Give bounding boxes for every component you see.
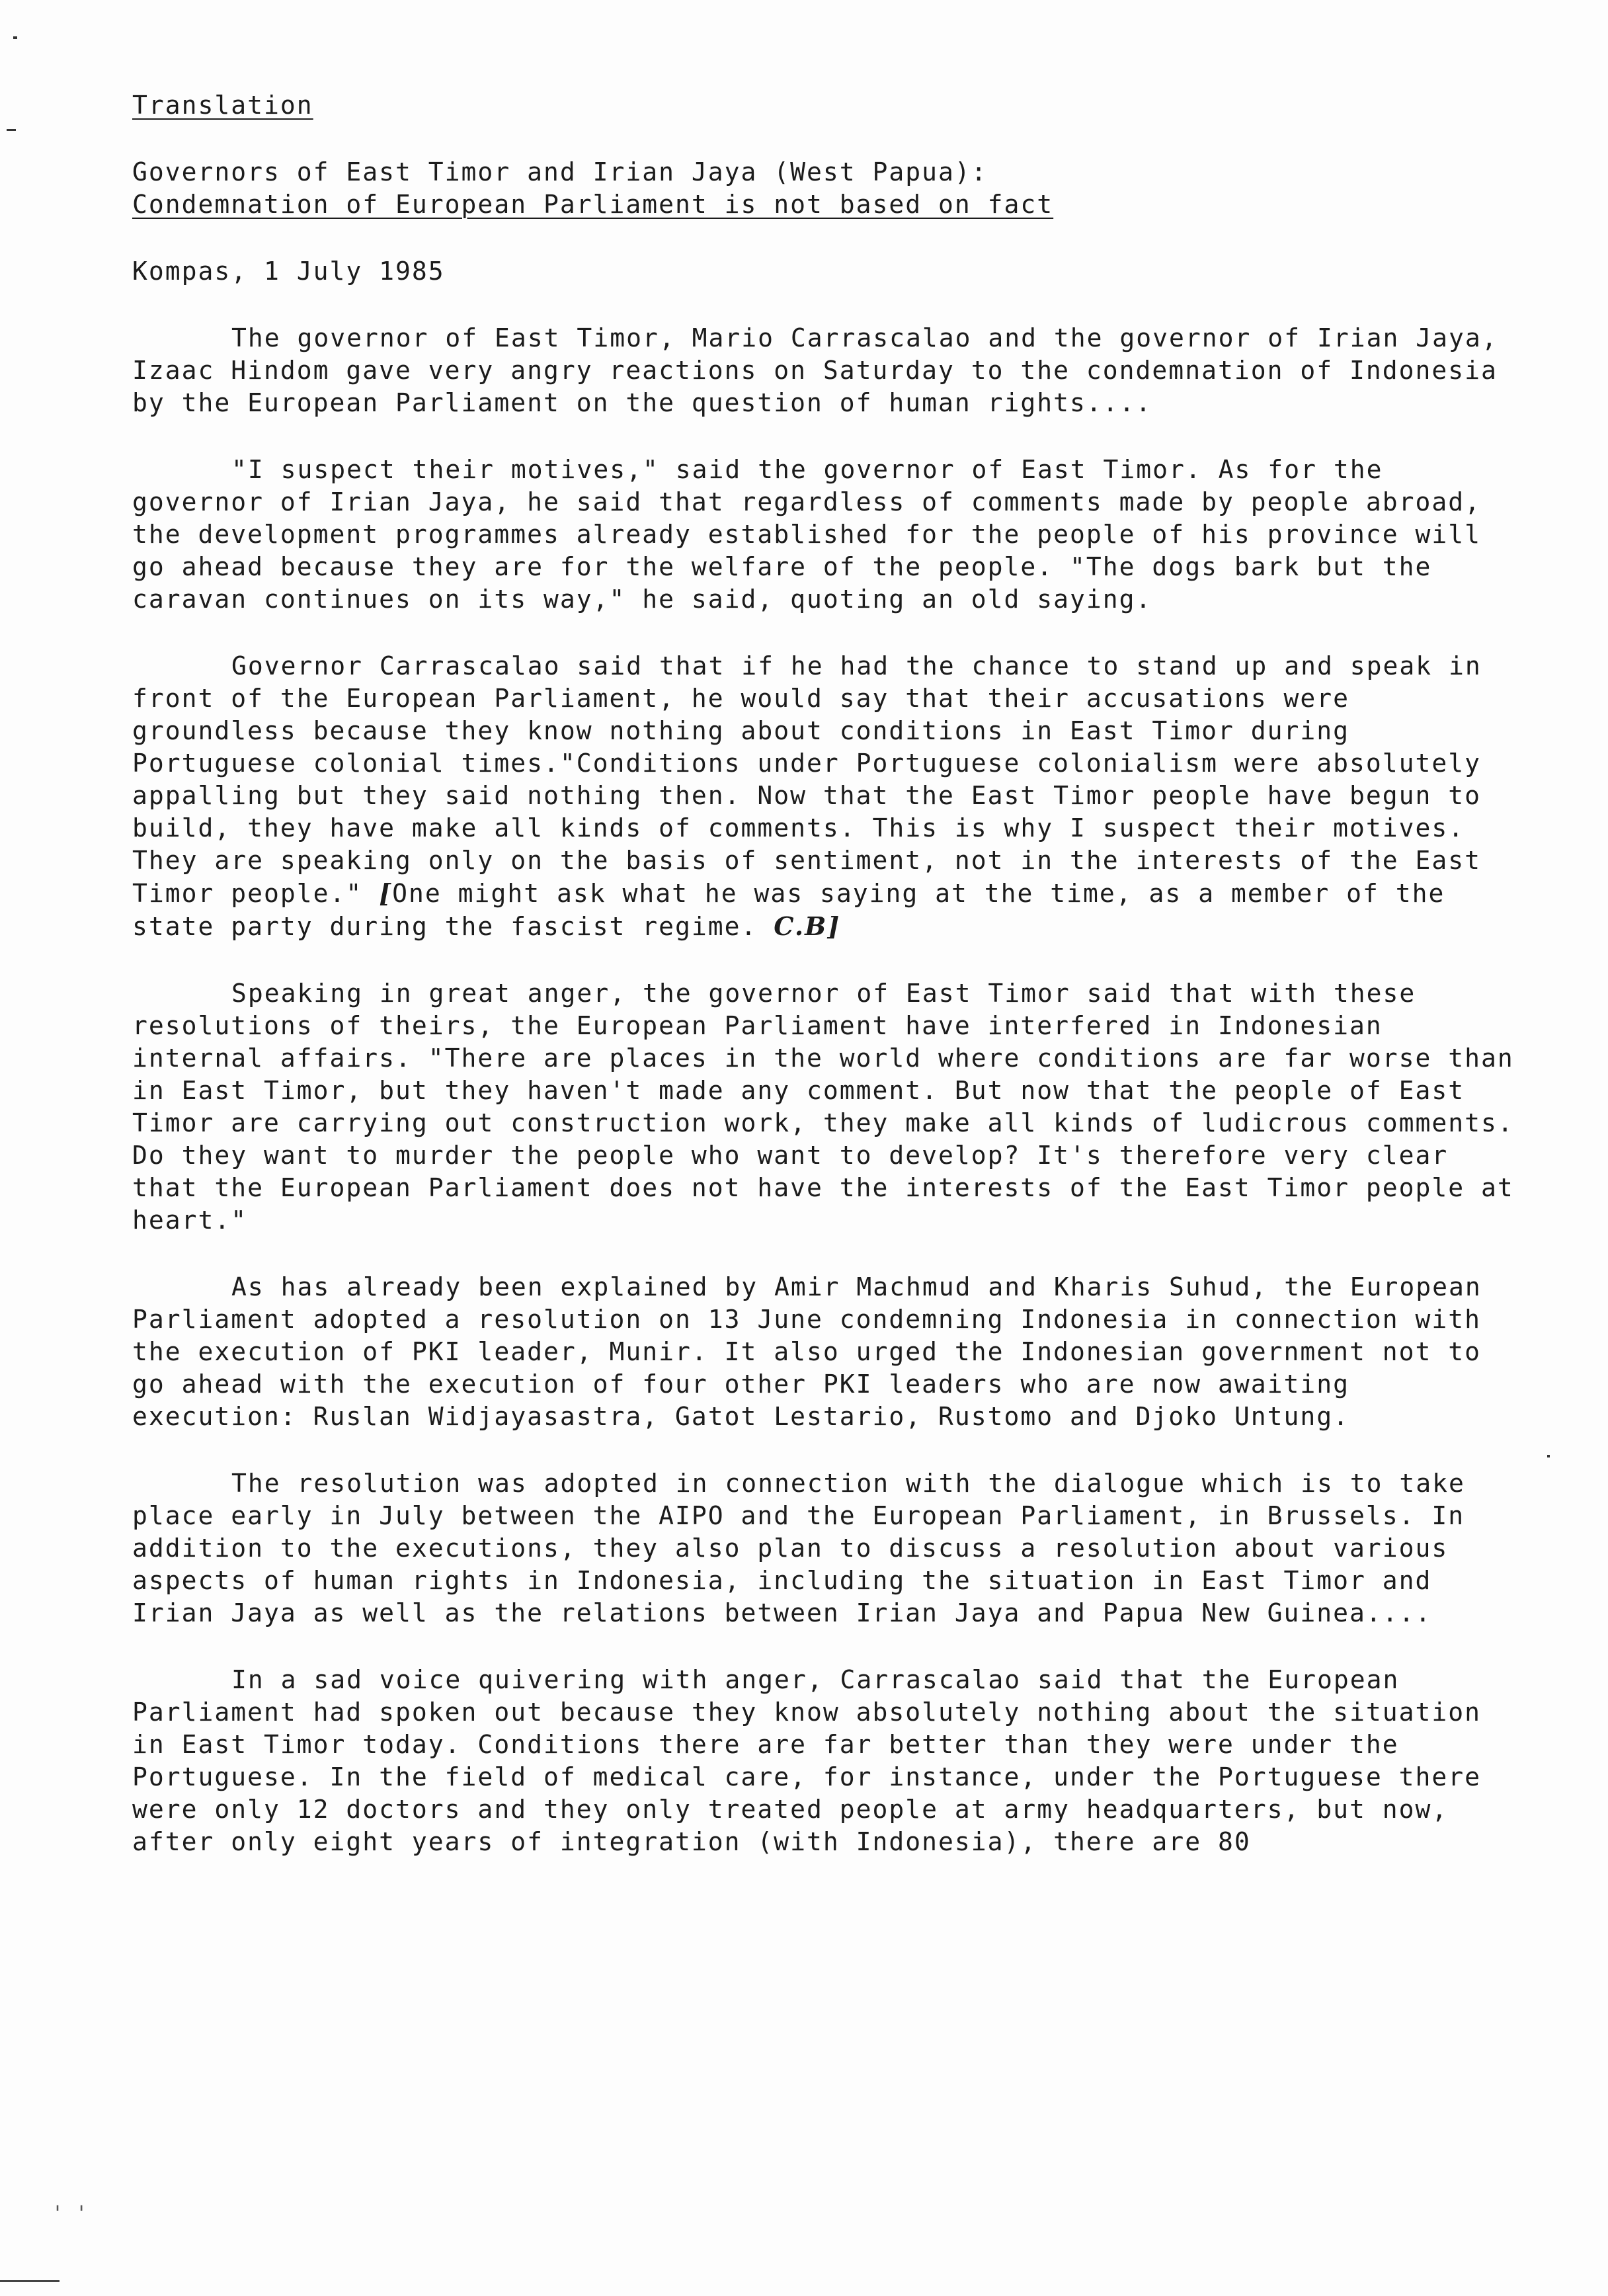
scan-mark: ' ' [52,2202,88,2225]
article-title-line-2: Condemnation of European Parliament is not based on fact [132,190,1054,219]
editor-initials: C.B] [774,911,841,941]
paragraph: The resolution was adopted in connection with the dialogue which is to take place early in July between the AIPO and the European Parliament, in Brussels. In addition to the executions, they also plan to discuss a resolution about various aspects of human rights in Indonesia, including the situation in East Timor and Irian Jaya as well as the relations between Irian Jaya and Papua New Guinea.... [132,1469,1465,1627]
article-title-line-1: Governors of East Timor and Irian Jaya (West Papua): [132,157,988,186]
document-heading: Translation [132,91,313,120]
scan-speck [13,36,17,39]
article-title [132,156,1521,221]
editor-note: One might ask what he was saying at the time, as a member of the state party during the fascist regime. [132,879,1445,941]
paragraph: "I suspect their motives," said the governor of East Timor. As for the governor of Irian Jaya, he said that regardless of comments made by people abroad, the development programmes already established for the people of his province will go ahead because they are for the welfare of the people. "The dogs bark but the caravan continues on its way," he said, quoting an old saying. [132,455,1481,614]
paragraph-carrascalao [132,650,1521,943]
paragraph-text: Governor Carrascalao said that if he had the chance to stand up and speak in front of the European Parliament, he would say that their accusations were groundless because they know nothing about conditions in East Timor during Portuguese colonial times."Conditions under Portuguese colonialism were absolutely appalling but they said nothing then. Now that the East Timor people have begun to build, they have make all kinds of comments. This is why I suspect their motives. They are speaking only on the basis of sentiment, not in the interests of the East Timor people." [132,651,1482,908]
paragraph: As has already been explained by Amir Machmud and Kharis Suhud, the European Parliament adopted a resolution on 13 June condemning Indonesia in connection with the execution of PKI leader, Munir. It also urged the Indonesian government not to go ahead with the execution of four other PKI leaders who are now awaiting execution: Ruslan Widjayasastra, Gatot Lestario, Rustomo and Djoko Untung. [132,1272,1482,1431]
scan-speck [7,129,16,131]
paragraph: The governor of East Timor, Mario Carrascalao and the governor of Irian Jaya, Izaac Hindom gave very angry reactions on Saturday to the condemnation of Indonesia by the European Parliament on the question of human rights.... [132,323,1498,417]
article-source: Kompas, 1 July 1985 [132,257,445,286]
scan-speck [1547,1455,1550,1457]
article-text [132,322,1521,1858]
document-body [132,89,1521,1893]
scan-edge-line [0,2280,60,2282]
paragraph: Speaking in great anger, the governor of East Timor said that with these resolutions of theirs, the European Parliament have interfered in Indonesian internal affairs. "There are places in the world where conditions are far worse than in East Timor, but they haven't made any comment. But now that the people of East Timor are carrying out construction work, they make all kinds of ludicrous comments. Do they want to murder the people who want to develop? It's therefore very clear that the European Parliament does not have the interests of the East Timor people at heart." [132,979,1514,1235]
paragraph: In a sad voice quivering with anger, Carrascalao said that the European Parliament had spoken out because they know absolutely nothing about the situation in East Timor today. Conditions there are far better than they were under the Portuguese. In the field of medical care, for instance, under the Portuguese there were only 12 doctors and they only treated people at army headquarters, but now, after only eight years of integration (with Indonesia), there are 80 [132,1665,1481,1856]
editor-note-bracket: [ [379,878,393,908]
